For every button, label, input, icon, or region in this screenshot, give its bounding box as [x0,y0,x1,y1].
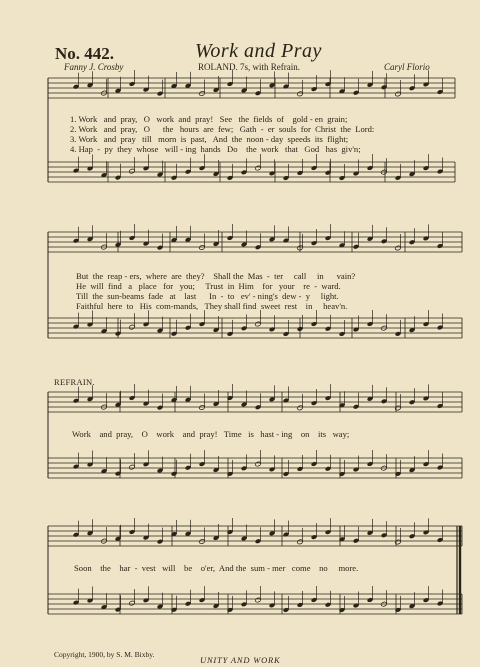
lyric-line-7: Till the sun-beams fade at last In - to ev' - ning's dew - y light. [76,291,339,301]
lyric-line-4: 4. Hap - py they whose will - ing hands Do the work that God has giv'n; [70,144,361,154]
refrain-lyric: Work and pray, O work and pray! Time is hast - ing on its way; [72,429,350,439]
section-footer: UNITY AND WORK [200,655,281,665]
composer-credit: Caryl Florio [384,62,430,72]
refrain-label: REFRAIN. [54,377,95,387]
hymn-number: No. 442. [55,44,115,63]
lyric-line-6: He will find a place for you; Trust in Him for your re - ward. [76,281,341,291]
tune-name: ROLAND. 7s, with Refrain. [198,62,300,72]
lyric-line-5: But the reap - ers, where are they? Shall the Mas - ter call in vain? [76,271,356,281]
closing-lyric: Soon the har - vest will be o'er, And the sum - mer come no more. [74,563,359,573]
lyric-line-3: 3. Work and pray till morn is past, And the noon - day speeds its flight; [70,134,349,144]
hymn-title: Work and Pray [195,40,322,62]
lyric-line-8: Faithful here to His com-mands, They shall find sweet rest in heav'n. [76,301,348,311]
lyric-line-1: 1. Work and pray, O work and pray! See the fields of gold - en grain; [70,114,348,124]
copyright-notice: Copyright, 1900, by S. M. Bixby. [54,650,155,659]
lyric-line-2: 2. Work and pray, O the hours are few; Gath - er souls for Christ the Lord: [70,124,375,134]
author-credit: Fanny J. Crosby [64,62,124,72]
staff-lines [48,78,462,614]
